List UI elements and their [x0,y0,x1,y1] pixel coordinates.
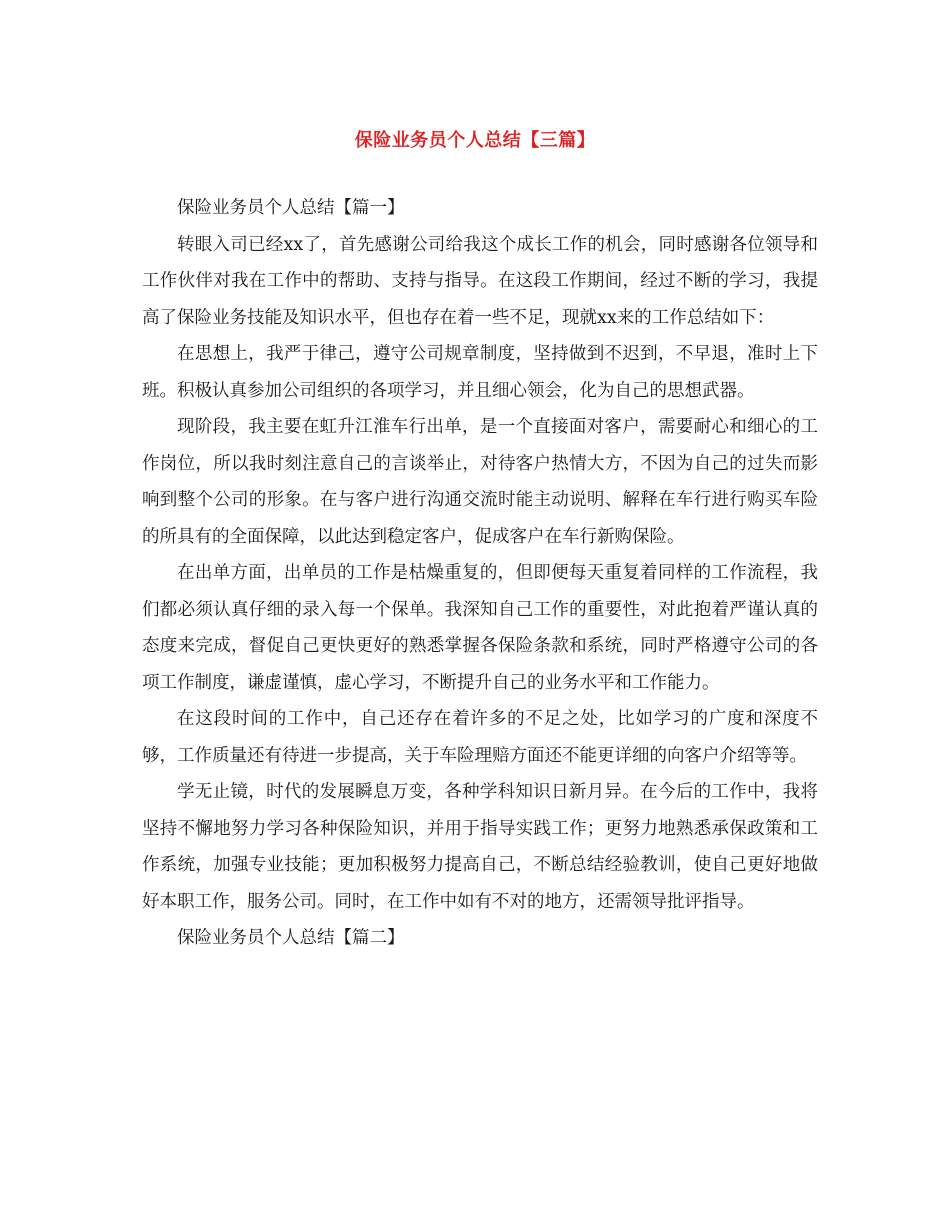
document-body [142,190,818,957]
paragraph-policy-issuing: 在出单方面，出单员的工作是枯燥重复的，但即便每天重复着同样的工作流程，我们都必须认真仔细的录入每一个保单。我深知自己工作的重要性，对此抱着严谨认真的态度来完成，督促自己更快更好的熟悉掌握各保险条款和系统，同时严格遵守公司的各项工作制度，谦虚谨慎，虚心学习，不断提升自己的业务水平和工作能力。 [142,563,818,693]
section-heading-1: 保险业务员个人总结【篇一】 [177,198,405,218]
paragraph-intro: 转眼入司已经xx了，首先感谢公司给我这个成长工作的机会，同时感谢各位领导和工作伙伴对我在工作中的帮助、支持与指导。在这段工作期间，经过不断的学习，我提高了保险业务技能及知识水平，但也存在着一些不足，现就xx来的工作总结如下： [142,234,818,328]
section-heading-2: 保险业务员个人总结【篇二】 [177,928,405,948]
paragraph-current-stage: 现阶段，我主要在虹升江淮车行出单，是一个直接面对客户，需要耐心和细心的工作岗位，所以我时刻注意自己的言谈举止，对待客户热情大方，不因为自己的过失而影响到整个公司的形象。在与客户进行沟通交流时能主动说明、解释在车行进行购买车险的所具有的全面保障，以此达到稳定客户，促成客户在车行新购保险。 [142,417,818,547]
paragraph-ideology: 在思想上，我严于律己，遵守公司规章制度，坚持做到不迟到，不早退，准时上下班。积极认真参加公司组织的各项学习，并且细心领会，化为自己的思想武器。 [142,344,818,401]
document-title: 保险业务员个人总结【三篇】 [354,130,596,151]
paragraph-shortcomings: 在这段时间的工作中，自己还存在着许多的不足之处，比如学习的广度和深度不够，工作质量还有待进一步提高，关于车险理赔方面还不能更详细的向客户介绍等等。 [142,709,818,766]
paragraph-future-plans: 学无止镜，时代的发展瞬息万变，各种学科知识日新月异。在今后的工作中，我将坚持不懈地努力学习各种保险知识，并用于指导实践工作；更努力地熟悉承保政策和工作系统，加强专业技能；更加积极努力提高自己，不断总结经验教训，使自己更好地做好本职工作，服务公司。同时，在工作中如有不对的地方，还需领导批评指导。 [142,782,818,912]
